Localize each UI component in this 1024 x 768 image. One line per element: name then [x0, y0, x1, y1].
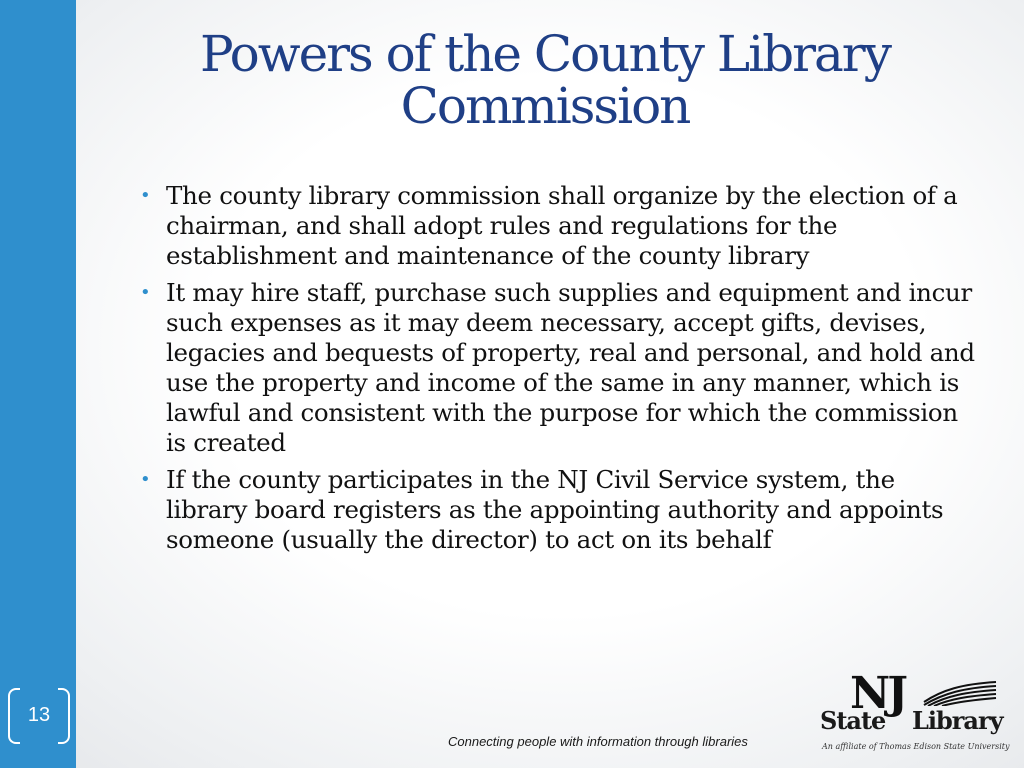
bullet-item: [138, 465, 978, 555]
bullet-item: [138, 181, 978, 271]
bullet-marker: •: [140, 282, 151, 303]
slide-number-bracket-right: [58, 688, 70, 744]
logo-waves-icon: [922, 680, 998, 706]
bullet-text: The county library commission shall organize by the election of a chairman, and shall adopt rules and regulations for the establishment and maintenance of the county library: [166, 181, 958, 270]
slide-number: [8, 688, 70, 742]
logo-nj-text: NJ: [850, 668, 906, 719]
logo-library-text: Library: [912, 706, 1003, 735]
slide-title: Powers of the County Library Commission: [200, 25, 890, 135]
slide-number-text: 13: [27, 703, 51, 726]
left-sidebar-bar: [0, 0, 76, 768]
logo-state-text: State: [820, 706, 886, 735]
nj-state-library-logo: [818, 668, 1010, 760]
footer-tagline: Connecting people with information through libraries: [448, 734, 748, 749]
logo-affiliate-text: An affiliate of Thomas Edison State University: [822, 742, 1010, 751]
slide-number-bracket-left: [8, 688, 20, 744]
bullet-list: [138, 181, 978, 562]
bullet-item: [138, 278, 978, 458]
bullet-marker: •: [140, 185, 151, 206]
bullet-marker: •: [140, 469, 151, 490]
bullet-text: It may hire staff, purchase such supplies and equipment and incur such expenses as it may deem necessary, accept gifts, devises, legacies and bequests of property, real and personal, and hold and use the property and income of the same in any manner, which is lawful and consistent with the purpose for which the commission is created: [166, 278, 975, 457]
bullet-text: If the county participates in the NJ Civil Service system, the library board registers as the appointing authority and appoints someone (usually the director) to act on its behalf: [166, 465, 944, 554]
